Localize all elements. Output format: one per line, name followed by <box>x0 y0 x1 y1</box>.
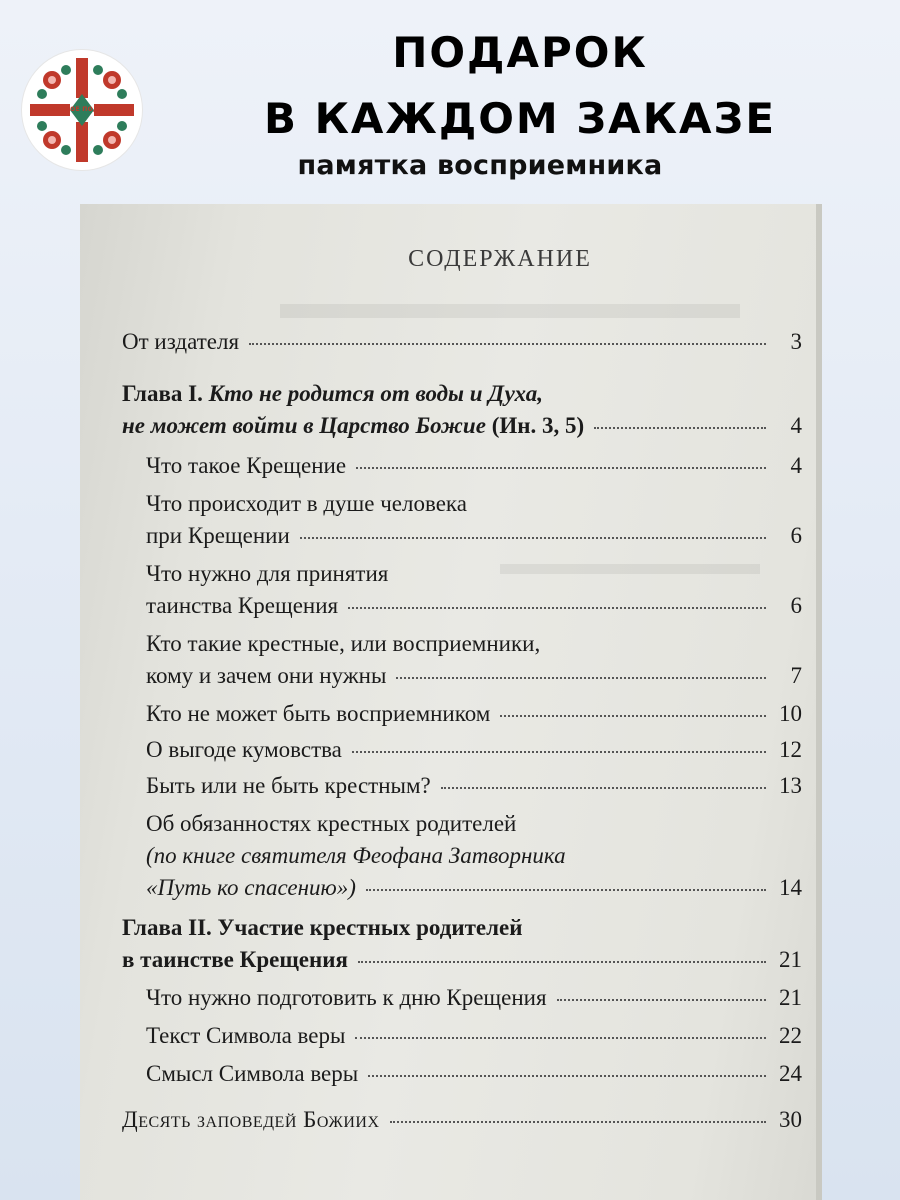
leader-dots <box>441 787 766 789</box>
bleed-through <box>280 304 740 318</box>
toc-entry[interactable] <box>146 734 802 766</box>
toc-entry[interactable] <box>146 808 802 904</box>
toc-entry-label: О выгоде кумовства <box>146 737 342 762</box>
toc-page-number: 4 <box>790 413 802 438</box>
toc-entry-label: Смысл Символа веры <box>146 1061 359 1086</box>
toc-entry[interactable] <box>146 558 802 622</box>
leader-dots <box>594 427 766 429</box>
toc-entry-line: (по книге святителя Феофана Затворника <box>146 843 566 868</box>
toc-entry-label: Что такое Крещение <box>146 453 347 478</box>
headline-line-2: В КАЖДОМ ЗАКАЗЕ <box>263 94 777 143</box>
toc-chapter-1[interactable] <box>122 378 802 442</box>
toc-entry-publisher[interactable] <box>122 326 802 358</box>
leader-dots <box>352 751 766 753</box>
toc-entry-label: Что нужно подготовить к дню Крещения <box>146 985 547 1010</box>
toc-entry-line: Кто такие крестные, или восприемники, <box>146 631 541 656</box>
leader-dots <box>358 961 766 963</box>
toc-page-number: 3 <box>790 329 802 354</box>
toc-entry[interactable] <box>146 982 802 1014</box>
toc-page-number: 13 <box>779 773 802 798</box>
toc-entry-label: при Крещении <box>146 523 290 548</box>
chapter-reference: (Ин. 3, 5) <box>491 413 585 438</box>
toc-page-number: 21 <box>779 947 802 972</box>
toc-page-number: 12 <box>779 737 802 762</box>
toc-entry-label: Кто не может быть восприемником <box>146 701 491 726</box>
toc-entry-line: Об обязанностях крестных родителей <box>146 811 517 836</box>
brand-logo <box>22 50 142 170</box>
leader-dots <box>355 1037 766 1039</box>
leader-dots <box>500 715 766 717</box>
toc-page-number: 14 <box>779 875 802 900</box>
toc-page-number: 10 <box>779 701 802 726</box>
chapter-title: не может войти в Царство Божие <box>122 413 486 438</box>
toc-entry[interactable] <box>146 1058 802 1090</box>
toc-entry[interactable] <box>146 770 802 802</box>
leader-dots <box>557 999 766 1001</box>
leader-dots <box>366 889 766 891</box>
toc-entry[interactable] <box>146 1020 802 1052</box>
toc-title: СОДЕРЖАНИЕ <box>408 246 592 272</box>
leader-dots <box>348 607 766 609</box>
toc-entry-label: Десять заповедей Божиих <box>122 1107 380 1132</box>
chapter-prefix: Глава I. <box>122 381 203 406</box>
toc-entry-label: Быть или не быть крестным? <box>146 773 431 798</box>
headline-line-1: ПОДАРОК <box>392 28 648 77</box>
toc-page-number: 6 <box>790 523 802 548</box>
toc-entry[interactable] <box>146 450 802 482</box>
book-page <box>80 204 822 1200</box>
toc-page-number: 4 <box>790 453 802 478</box>
toc-page-number: 24 <box>779 1061 802 1086</box>
toc-entry[interactable] <box>146 698 802 730</box>
toc-chapter-2[interactable] <box>122 912 802 976</box>
chapter-title: Кто не родится от воды и Духа, <box>208 381 543 406</box>
leader-dots <box>249 343 766 345</box>
toc-page-number: 22 <box>779 1023 802 1048</box>
toc-entry-label: кому и зачем они нужны <box>146 663 387 688</box>
toc-entry-label: таинства Крещения <box>146 593 339 618</box>
headline-subtitle: памятка восприемника <box>297 150 663 181</box>
leader-dots <box>390 1121 767 1123</box>
toc-entry[interactable] <box>146 628 802 692</box>
leader-dots <box>356 467 766 469</box>
toc-page-number: 30 <box>779 1107 802 1132</box>
chapter-title: Глава II. Участие крестных родителей <box>122 915 523 940</box>
toc-entry[interactable] <box>146 488 802 552</box>
leader-dots <box>396 677 766 679</box>
toc-entry-label: Текст Символа веры <box>146 1023 346 1048</box>
toc-entry-line: Что нужно для принятия <box>146 561 389 586</box>
logo-text: НЕБЕСНОЕ ПОДВОРЬЕ <box>41 106 123 113</box>
toc-entry-line: Что происходит в душе человека <box>146 491 467 516</box>
toc-entry-label: «Путь ко спасению») <box>146 875 356 900</box>
toc-entry-commandments[interactable] <box>122 1104 802 1136</box>
toc-entry-label: От издателя <box>122 329 240 354</box>
leader-dots <box>368 1075 766 1077</box>
toc-page-number: 6 <box>790 593 802 618</box>
toc-page-number: 21 <box>779 985 802 1010</box>
leader-dots <box>300 537 766 539</box>
chapter-title: в таинстве Крещения <box>122 947 348 972</box>
toc-page-number: 7 <box>790 663 802 688</box>
